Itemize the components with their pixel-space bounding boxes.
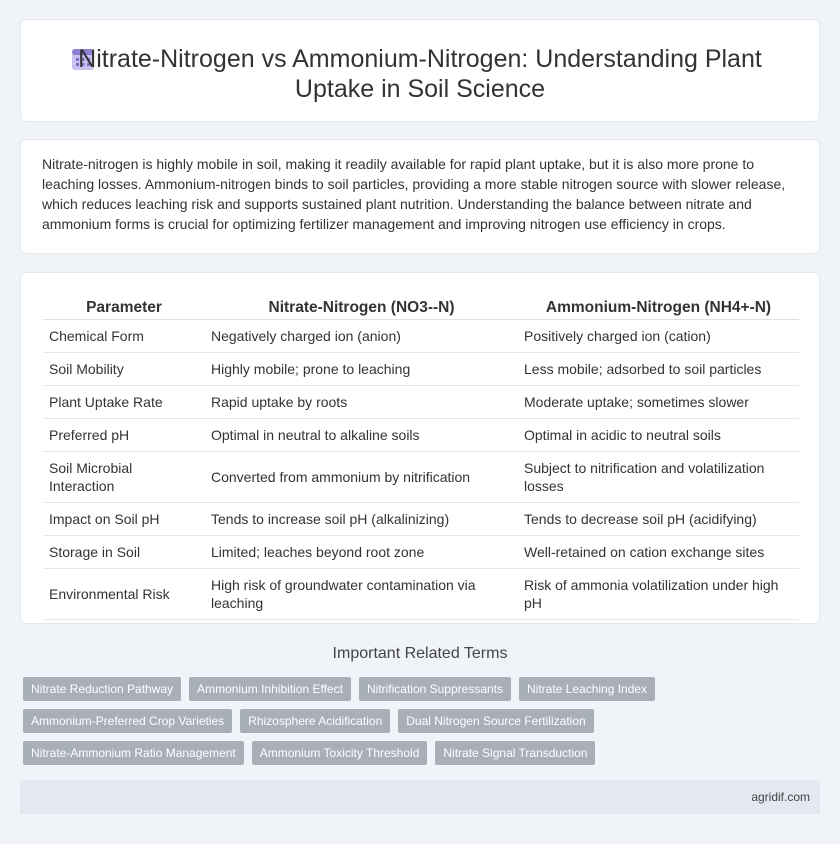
table-header-row bbox=[43, 295, 799, 320]
row-nitrate-value: Limited; leaches beyond root zone bbox=[205, 536, 518, 569]
row-parameter: Soil Microbial Interaction bbox=[43, 452, 205, 503]
row-nitrate-value: Rapid uptake by roots bbox=[205, 386, 518, 419]
footer-site-link[interactable]: agridif.com bbox=[751, 790, 810, 804]
row-ammonium-value: Well-retained on cation exchange sites bbox=[518, 536, 799, 569]
related-terms-list bbox=[23, 677, 803, 773]
comparison-card bbox=[20, 272, 820, 624]
table-row bbox=[43, 419, 799, 452]
table-row bbox=[43, 386, 799, 419]
related-terms-heading: Important Related Terms bbox=[332, 645, 508, 662]
related-term-tag[interactable]: Rhizosphere Acidification bbox=[240, 709, 390, 733]
related-term-tag[interactable]: Nitrate Signal Transduction bbox=[435, 741, 595, 765]
row-nitrate-value: Negatively charged ion (anion) bbox=[205, 320, 518, 353]
row-ammonium-value: Less mobile; adsorbed to soil particles bbox=[518, 353, 799, 386]
tag-row bbox=[23, 709, 803, 733]
page-title: Nitrate-Nitrogen vs Ammonium-Nitrogen: Understanding Plant Uptake in Soil Science bbox=[78, 45, 762, 103]
table-row bbox=[43, 503, 799, 536]
row-parameter: Impact on Soil pH bbox=[43, 503, 205, 536]
row-parameter: Plant Uptake Rate bbox=[43, 386, 205, 419]
comparison-table bbox=[43, 295, 799, 620]
row-parameter: Soil Mobility bbox=[43, 353, 205, 386]
related-term-tag[interactable]: Nitrate Reduction Pathway bbox=[23, 677, 181, 701]
header-card bbox=[20, 19, 820, 122]
row-ammonium-value: Moderate uptake; sometimes slower bbox=[518, 386, 799, 419]
row-ammonium-value: Positively charged ion (cation) bbox=[518, 320, 799, 353]
row-ammonium-value: Risk of ammonia volatilization under high pH bbox=[518, 569, 799, 620]
footer bbox=[20, 780, 820, 814]
intro-card bbox=[20, 139, 820, 254]
tag-row bbox=[23, 741, 803, 765]
related-term-tag[interactable]: Nitrification Suppressants bbox=[359, 677, 511, 701]
row-ammonium-value: Subject to nitrification and volatilization losses bbox=[518, 452, 799, 503]
related-term-tag[interactable]: Nitrate Leaching Index bbox=[519, 677, 655, 701]
row-nitrate-value: Highly mobile; prone to leaching bbox=[205, 353, 518, 386]
table-row bbox=[43, 452, 799, 503]
related-term-tag[interactable]: Ammonium Toxicity Threshold bbox=[252, 741, 428, 765]
column-header-parameter: Parameter bbox=[43, 295, 205, 320]
row-nitrate-value: Converted from ammonium by nitrification bbox=[205, 452, 518, 503]
row-parameter: Environmental Risk bbox=[43, 569, 205, 620]
related-term-tag[interactable]: Ammonium Inhibition Effect bbox=[189, 677, 351, 701]
row-parameter: Chemical Form bbox=[43, 320, 205, 353]
table-row bbox=[43, 569, 799, 620]
table-row bbox=[43, 320, 799, 353]
related-term-tag[interactable]: Ammonium-Preferred Crop Varieties bbox=[23, 709, 232, 733]
row-nitrate-value: Tends to increase soil pH (alkalinizing) bbox=[205, 503, 518, 536]
related-term-tag[interactable]: Dual Nitrogen Source Fertilization bbox=[398, 709, 593, 733]
row-nitrate-value: Optimal in neutral to alkaline soils bbox=[205, 419, 518, 452]
tag-row bbox=[23, 677, 803, 701]
column-header-nitrate: Nitrate-Nitrogen (NO3--N) bbox=[205, 295, 518, 320]
row-parameter: Storage in Soil bbox=[43, 536, 205, 569]
row-nitrate-value: High risk of groundwater contamination via leaching bbox=[205, 569, 518, 620]
row-ammonium-value: Optimal in acidic to neutral soils bbox=[518, 419, 799, 452]
intro-paragraph: Nitrate-nitrogen is highly mobile in soil, making it readily available for rapid plant uptake, but it is also more prone to leaching losses. Ammonium-nitrogen binds to soil particles, providing a more stable nitrogen source with slower release, which reduces leaching risk and supports sustained plant nutrition. Understanding the balance between nitrate and ammonium forms is crucial for optimizing fertilizer management and improving nitrogen use efficiency in crops. bbox=[42, 156, 786, 232]
column-header-ammonium: Ammonium-Nitrogen (NH4+-N) bbox=[518, 295, 799, 320]
row-ammonium-value: Tends to decrease soil pH (acidifying) bbox=[518, 503, 799, 536]
related-term-tag[interactable]: Nitrate-Ammonium Ratio Management bbox=[23, 741, 244, 765]
row-parameter: Preferred pH bbox=[43, 419, 205, 452]
table-row bbox=[43, 353, 799, 386]
table-row bbox=[43, 536, 799, 569]
